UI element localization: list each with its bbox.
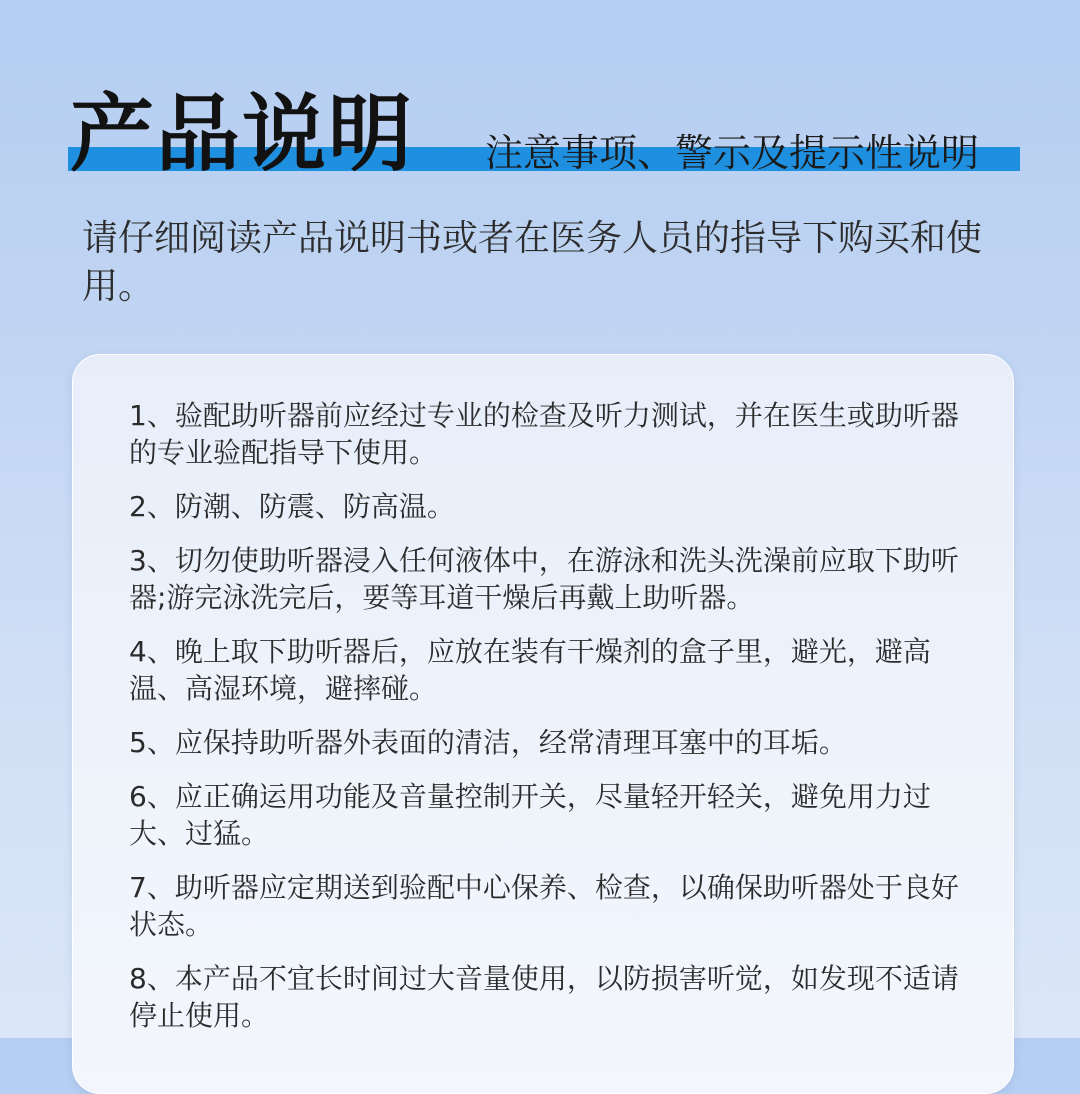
notes-list <box>129 397 969 1051</box>
note-item-8: 8、本产品不宜长时间过大音量使用，以防损害听觉，如发现不适请停止使用。 <box>129 962 959 1032</box>
note-item-5: 5、应保持助听器外表面的清洁，经常清理耳塞中的耳垢。 <box>129 726 847 759</box>
notes-card <box>72 354 1014 1094</box>
note-item-1: 1、验配助听器前应经过专业的检查及听力测试，并在医生或助听器的专业验配指导下使用。 <box>129 399 959 469</box>
note-item-2: 2、防潮、防震、防高温。 <box>129 490 455 523</box>
intro-text: 请仔细阅读产品说明书或者在医务人员的指导下购买和使用。 <box>82 218 983 307</box>
note-item-6: 6、应正确运用功能及音量控制开关，尽量轻开轻关，避免用力过大、过猛。 <box>129 780 931 850</box>
note-item-4: 4、晚上取下助听器后，应放在装有干燥剂的盒子里，避光，避高温、高湿环境，避摔碰。 <box>129 635 931 705</box>
header <box>0 0 1080 200</box>
note-item-3: 3、切勿使助听器浸入任何液体中，在游泳和洗头洗澡前应取下助听器;游完泳洗完后，要等耳道干燥后再戴上助听器。 <box>129 544 959 614</box>
note-item-7: 7、助听器应定期送到验配中心保养、检查，以确保助听器处于良好状态。 <box>129 871 959 941</box>
page-title: 产品说明 <box>70 85 415 183</box>
page-subtitle: 注意事项、警示及提示性说明 <box>485 131 980 175</box>
